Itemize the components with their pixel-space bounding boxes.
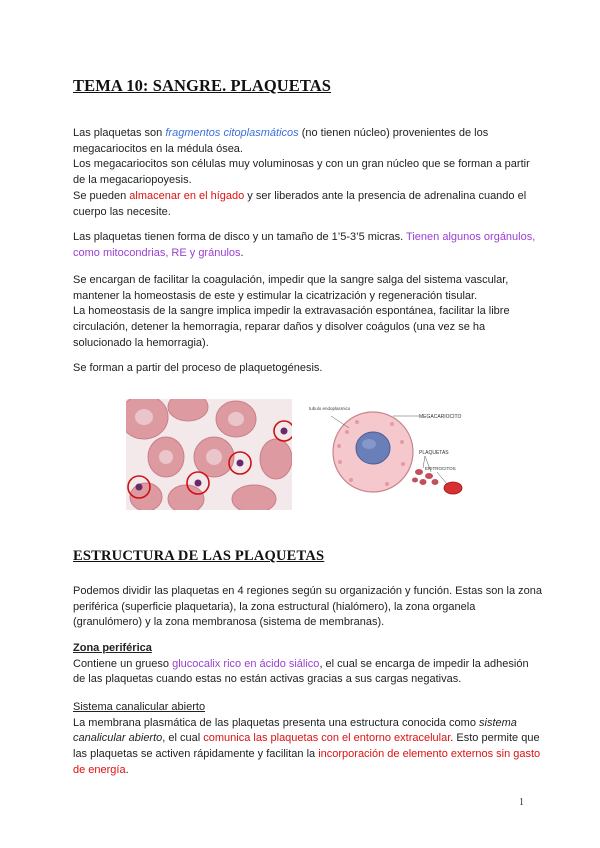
highlight-incorporacion: incorporación de elemento externos sin gasto de energía xyxy=(73,748,541,776)
scab-heading: Sistema canalicular abierto xyxy=(73,701,206,713)
regions-paragraph: Podemos dividir las plaquetas en 4 regiones según su organización y función. Estas son la zona periférica (superficie plaquetaria), la zona estructural (hialómero), la zona organela (granulómero) y la zona membranosa (sistema de membranas). xyxy=(73,585,543,629)
megakaryocyte-diagram xyxy=(307,402,477,504)
section-heading-estructura: ESTRUCTURA DE LAS PLAQUETAS xyxy=(73,548,325,564)
label-megacariocito: MEGACARIOCITO xyxy=(419,414,462,420)
intro-line-1: Las plaquetas son fragmentos citoplasmáticos (no tienen núcleo) provenientes de los megacariocitos en la médula ósea. xyxy=(73,127,489,155)
intro-line-3: Se pueden almacenar en el hígado y ser liberados ante la presencia de adrenalina cuando el cuerpo las necesite. xyxy=(73,189,527,218)
function-paragraph: Se encargan de facilitar la coagulación, impedir que la sangre salga del sistema vascular, mantener la homeostasis de este y estimular la cicatrización y regeneración tisular. La homeostasis de la sangre implica impedir la extravasación espontánea, facilitar la libre circulación, detener la hemorragia, reparar daños y disolver coágulos (una vez se ha solucionado la hemorragia). xyxy=(73,274,510,349)
blood-smear-image xyxy=(126,399,292,510)
label-plaquetas: PLAQUETAS xyxy=(419,450,449,456)
highlight-comunica: comunica las plaquetas con el entorno extracelular xyxy=(203,732,451,745)
zona-periferica-section: Zona periférica Contiene un grueso glucocalix rico en ácido siálico, el cual se encarga de impedir la adhesión de las plaquetas cuando estas no están activas gracias a sus cargas negativas. xyxy=(73,641,543,688)
shape-paragraph: Las plaquetas tienen forma de disco y un tamaño de 1’5-3’5 micras. Tienen algunos orgánulos, como mitocondrias, RE y gránulos. xyxy=(73,231,536,259)
intro-line-2: Los megacariocitos son células muy voluminosas y con un gran núcleo que se forman a partir de la megacariopoyesis. xyxy=(73,158,530,187)
page-title: TEMA 10: SANGRE. PLAQUETAS xyxy=(73,76,332,95)
page-number: 1 xyxy=(519,797,524,808)
intro-paragraph xyxy=(73,126,543,220)
highlight-organulos: Tienen algunos orgánulos, como mitocondrias, RE y gránulos xyxy=(73,231,536,259)
formation-paragraph: Se forman a partir del proceso de plaquetogénesis. xyxy=(73,362,323,374)
highlight-higado: almacenar en el hígado xyxy=(129,189,245,202)
zona-periferica-heading: Zona periférica xyxy=(73,642,152,654)
highlight-fragmentos: fragmentos citoplasmáticos xyxy=(165,127,299,139)
label-eritrocitos: ERITROCITOS xyxy=(425,466,456,471)
label-tubulo: tubulo endoplasmico xyxy=(309,406,351,411)
scab-section: Sistema canalicular abierto La membrana plasmática de las plaquetas presenta una estructura conocida como sistema canalicular abierto, el cual comunica las plaquetas con el entorno extracelular. Esto permite que las plaquetas se activen rápidamente y facilitan la incorporación de elemento externos sin gasto de energía. xyxy=(73,700,543,779)
highlight-glucocalix: glucocalix rico en ácido siálico xyxy=(172,657,320,670)
